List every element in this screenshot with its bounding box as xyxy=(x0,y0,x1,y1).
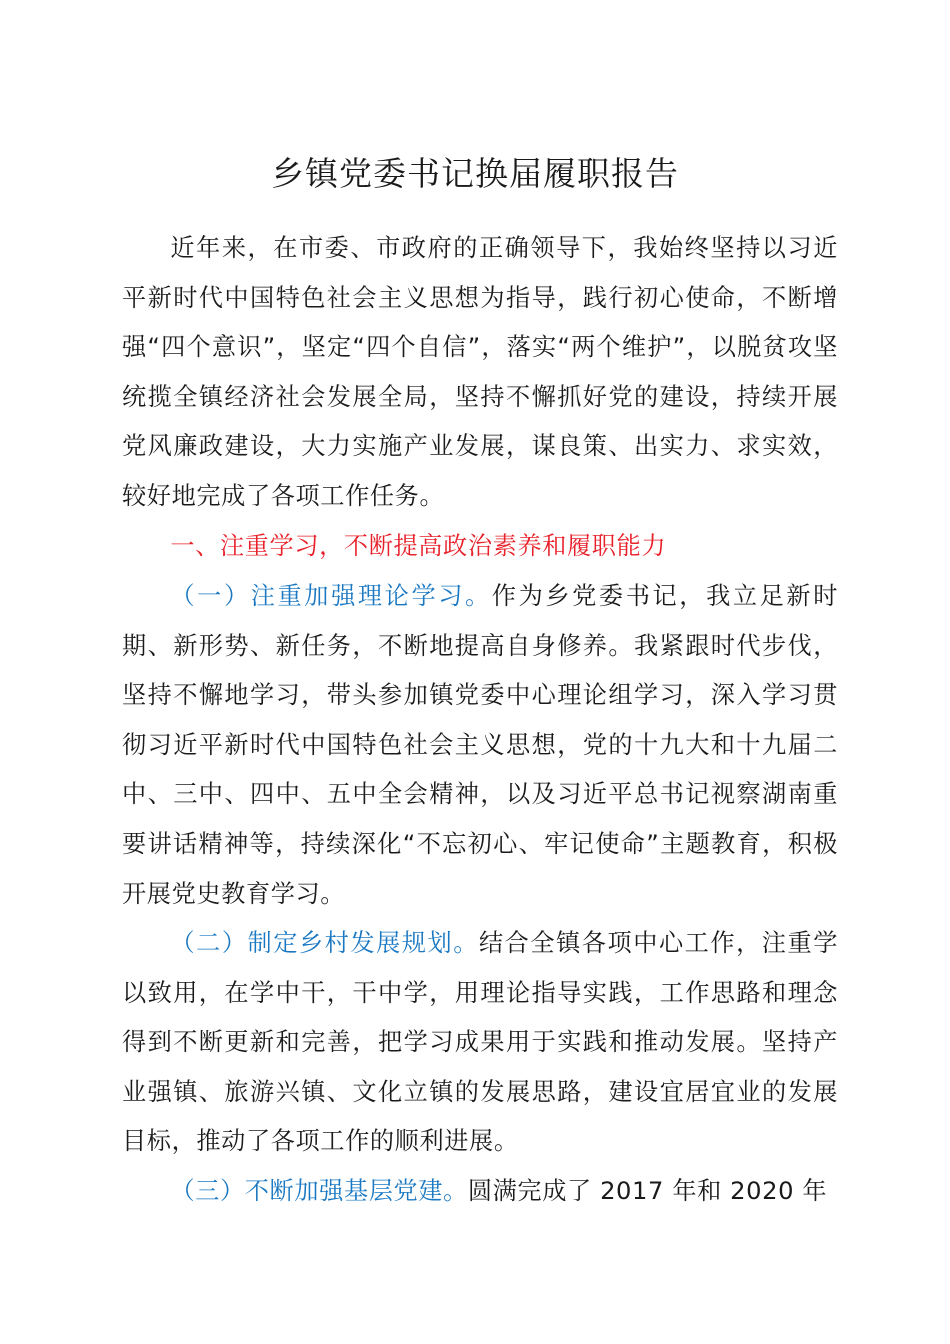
page-title: 乡镇党委书记换届履职报告 xyxy=(271,154,679,193)
subsection-text-3: 圆满完成了 2017 年和 2020 年 xyxy=(467,1177,828,1205)
subsection-label-2: （二）制定乡村发展规划。 xyxy=(170,929,479,957)
subsection-paragraph-2 xyxy=(122,919,838,1167)
subsection-label-1: （一）注重加强理论学习。 xyxy=(170,582,492,610)
subsection-text-2: 结合全镇各项中心工作，注重学以致用，在学中干，干中学，用理论指导实践，工作思路和理念得到不断更新和完善，把学习成果用于实践和推动发展。坚持产业强镇、旅游兴镇、文化立镇的发展思路，建设宜居宜业的发展目标，推动了各项工作的顺利进展。 xyxy=(122,929,839,1156)
section-heading-1: 一、注重学习，不断提高政治素养和履职能力 xyxy=(170,532,667,560)
subsection-paragraph-1 xyxy=(122,572,838,919)
intro-paragraph: 近年来，在市委、市政府的正确领导下，我始终坚持以习近平新时代中国特色社会主义思想为指导，践行初心使命，不断增强“四个意识”，坚定“四个自信”，落实“两个维护”，以脱贫攻坚统揽全镇经济社会发展全局，坚持不懈抓好党的建设，持续开展党风廉政建设，大力实施产业发展，谋良策、出实力、求实效，较好地完成了各项工作任务。 xyxy=(122,234,838,510)
subsection-label-3: （三）不断加强基层党建。 xyxy=(170,1177,468,1205)
subsection-paragraph-3 xyxy=(122,1167,838,1217)
subsection-text-1: 作为乡党委书记，我立足新时期、新形势、新任务，不断地提高自身修养。我紧跟时代步伐，坚持不懈地学习，带头参加镇党委中心理论组学习，深入学习贯彻习近平新时代中国特色社会主义思想，党的十九大和十九届二中、三中、四中、五中全会精神，以及习近平总书记视察湖南重要讲话精神等，持续深化“不忘初心、牢记使命”主题教育，积极开展党史教育学习。 xyxy=(122,582,838,908)
